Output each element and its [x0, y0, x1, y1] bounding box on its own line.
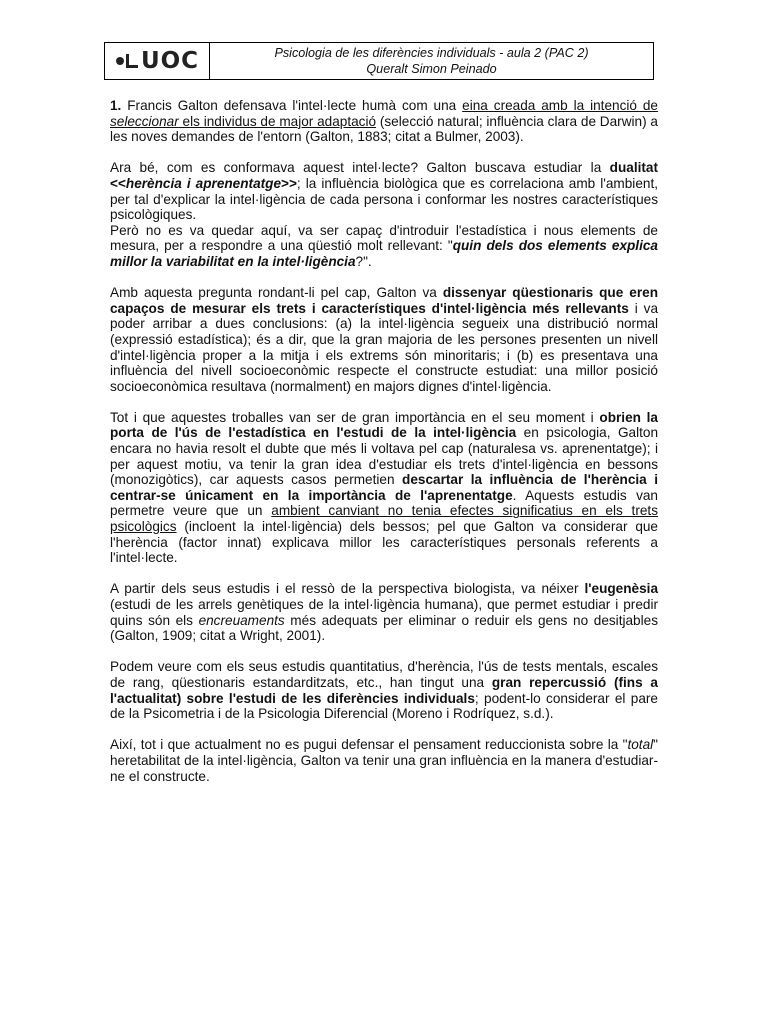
author-name: Queralt Simon Peinado	[366, 62, 497, 76]
text-run: descartar la influència de l'herència i centrar-se únicament en la importància de l'aprenentatge	[110, 472, 658, 503]
paragraph-6	[110, 581, 658, 643]
document-header	[104, 42, 654, 80]
text-run: (incloent la intel·ligència) dels bessos; pel que Galton va considerar que l'herència (factor innat) explicava millor les característiques personals referents a l'intel·lecte.	[110, 519, 658, 566]
header-text	[210, 43, 653, 79]
text-run: seleccionar	[110, 113, 179, 129]
text-run: Amb aquesta pregunta rondant-li pel cap, Galton va	[110, 285, 443, 301]
text-run: i va poder arribar a dues conclusions: (a) la intel·ligència segueix una distribució normal (expressió estadística); és a dir, que la gran majoria de les persones presenten un nivell d'intel·ligència proper a la mitja i els extrems són minoritaris; i (b) es presentava una influència del nivell socioeconòmic respecte el constructe estudiat: una millor posició socioeconòmica resultava (normalment) en majors dignes d'intel·ligència.	[110, 300, 659, 394]
text-run: herència i aprenentatge	[125, 175, 282, 191]
text-run: 1.	[110, 98, 122, 113]
text-run: l'eugenèsia	[584, 581, 658, 597]
text-run: eina creada amb la intenció de	[462, 98, 658, 113]
paragraph-3	[110, 223, 658, 270]
text-run: Podem veure com els seus estudis quantitatius, d'herència, l'ús de tests mentals, escales de rang, qüestionaris estandarditzats, etc., han tingut una	[110, 659, 658, 690]
logo-text: UOC	[140, 47, 200, 74]
text-run: ambient canviant no tenia efectes significatius en els trets psicològics	[110, 503, 658, 535]
course-title: Psicologia de les diferències individuals - aula 2 (PAC 2)	[274, 46, 589, 60]
text-run: quin dels dos elements explica millor la variabilitat en la intel·ligència	[110, 238, 658, 269]
text-run: " heretabilitat de la intel·ligència, Galton va tenir una gran influència en la manera d'estudiar-ne el constructe.	[110, 737, 658, 784]
document-body	[110, 98, 658, 800]
text-run: els individus de major adaptació	[178, 113, 377, 129]
paragraph-4	[110, 285, 658, 394]
text-run: gran repercussió (fins a l'actualitat) sobre l'estudi de les diferències individuals	[110, 674, 658, 706]
text-run: obrien la porta de l'ús de l'estadística en l'estudi de la intel·ligència	[110, 409, 658, 441]
text-run: ; la influència biològica que es correlaciona amb l'ambient, per tal d'explicar la intel·ligència de cada persona i conformar les nostres característiques psicològiques.	[110, 175, 658, 223]
text-run: Ara bé, com es conformava aquest intel·lecte? Galton buscava estudiar la	[110, 160, 610, 176]
text-run: dissenyar qüestionaris que eren capaços de mesurar els trets i característiques d'intel·ligència més rellevants	[110, 285, 659, 316]
text-run: encreuaments	[198, 612, 285, 628]
text-run: (selecció natural; influència clara de Darwin) a les noves demandes de l'entorn (Galton, 1883; citat a Bulmer, 2003).	[110, 113, 658, 145]
text-run: >>	[281, 175, 297, 191]
paragraph-1	[110, 98, 658, 145]
uoc-logo	[115, 47, 200, 74]
text-run: ; podent-lo considerar el pare de la Psicometria i de la Psicologia Diferencial (Moreno i Rodríquez, s.d.).	[110, 690, 658, 722]
paragraph-8	[110, 737, 658, 784]
text-run: Així, tot i que actualment no es pugui defensar el pensament reduccionista sobre la "	[110, 737, 628, 753]
text-run: dualitat <<	[110, 160, 658, 191]
text-run: total	[627, 737, 654, 753]
text-run: en psicologia, Galton encara no havia resolt el dubte que més li voltava pel cap (naturalesa vs. aprenentatge); i per aquest motiu, va tenir la gran idea d'estudiar els trets d'intel·ligència en bessons (monozigòtics), car aquests casos permetien	[110, 425, 659, 488]
text-run: Francis Galton defensava l'intel·lecte humà com una	[121, 98, 463, 113]
text-run: Però no es va quedar aquí, va ser capaç d'introduir l'estadística i nous elements de mesura, per a respondre a una qüestió molt rellevant: "	[110, 222, 658, 254]
text-run: (estudi de les arrels genètiques de la intel·ligència humana), que permet estudiar i predir quins són els	[110, 597, 658, 628]
paragraph-7	[110, 659, 658, 721]
text-run: Tot i que aquestes troballes van ser de gran importància en el seu moment i	[110, 409, 600, 425]
paragraph-2	[110, 160, 658, 222]
text-run: més adequats per eliminar o reduir els gens no desitjables (Galton, 1909; citat a Wright, 2001).	[110, 612, 658, 644]
text-run: . Aquests estudis van permetre veure que un	[110, 487, 658, 519]
logo-cell	[105, 43, 210, 79]
uoc-logo-icon	[115, 52, 139, 70]
text-run: ?".	[355, 253, 372, 269]
text-run: A partir dels seus estudis i el ressò de la perspectiva biologista, va néixer	[110, 581, 585, 597]
paragraph-5	[110, 410, 658, 566]
